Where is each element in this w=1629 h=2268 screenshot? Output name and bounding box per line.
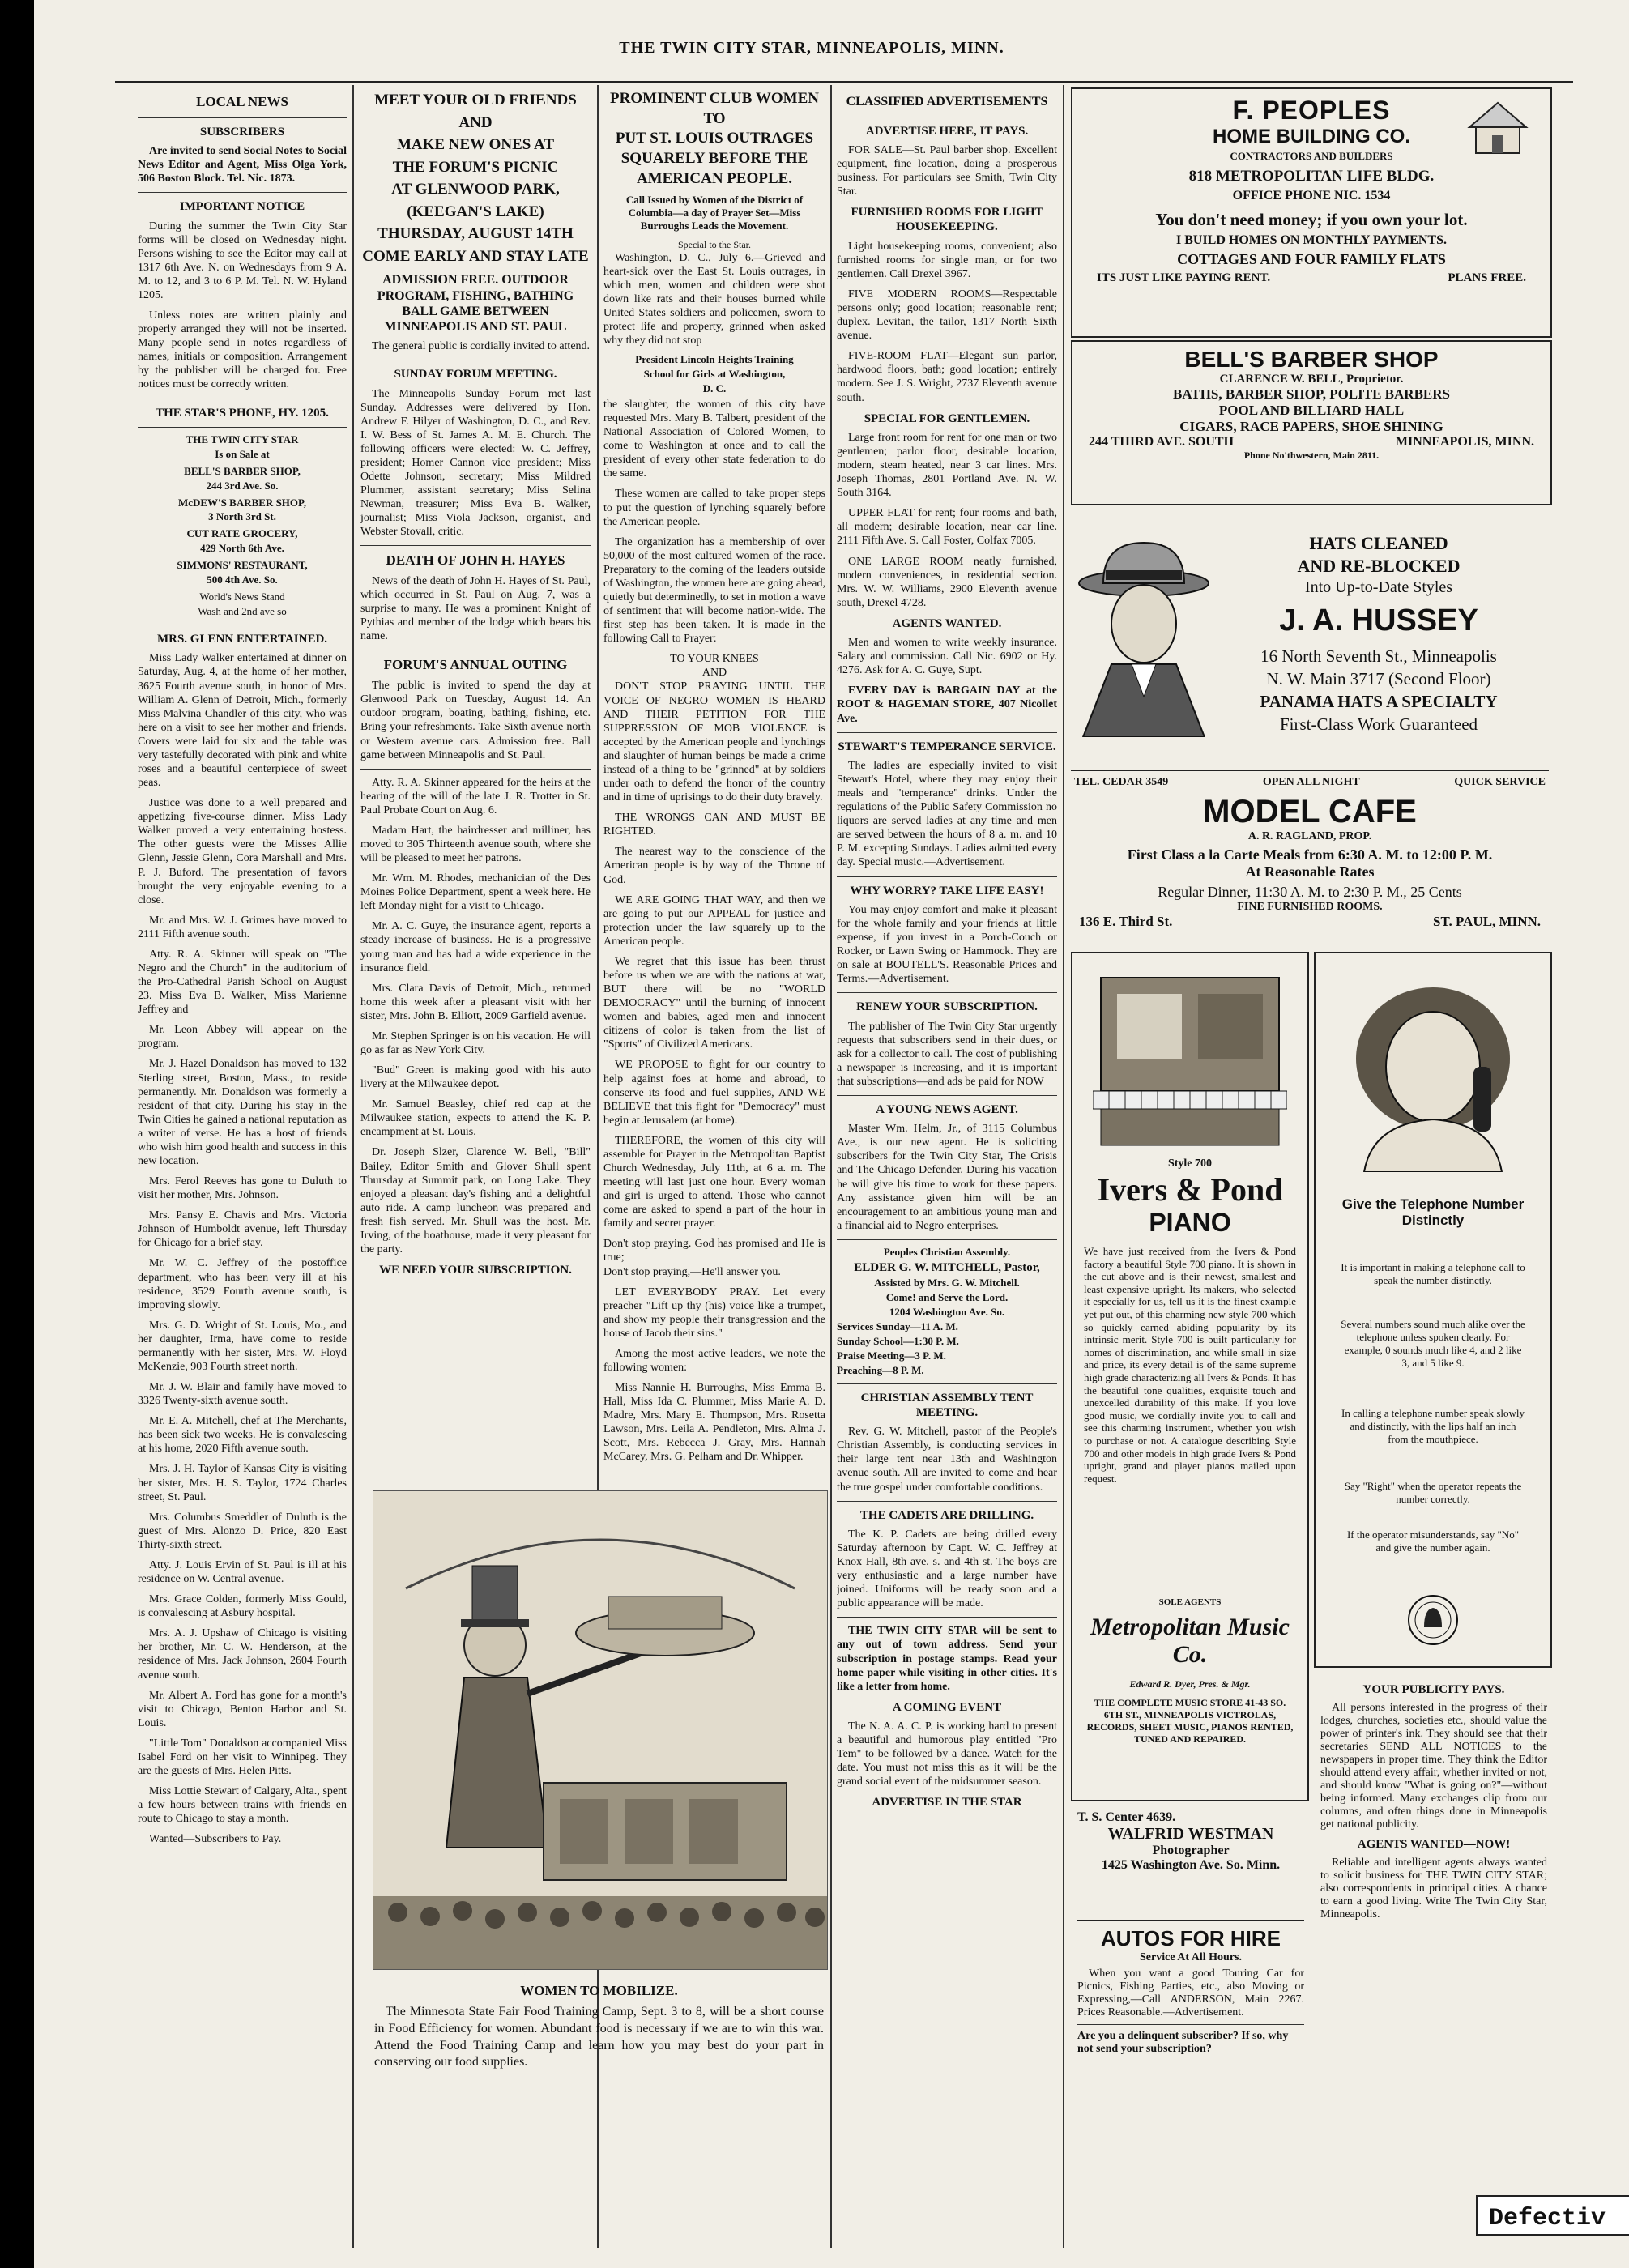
news-item: Mr. J. W. Blair and family have moved to 3326 Twenty-sixth avenue south. (138, 1381, 347, 1408)
wanted-title: AGENTS WANTED—NOW! (1357, 1838, 1511, 1851)
local-news-title: LOCAL NEWS (196, 94, 288, 109)
article-paragraph: Among the most active leaders, we note the following women: (603, 1347, 825, 1374)
divider (837, 732, 1057, 733)
subscribers-title: SUBSCRIBERS (199, 125, 285, 139)
assembly-line: Peoples Christian Assembly. (883, 1245, 1011, 1258)
glenn-paragraph: Miss Lady Walker entertained at dinner on Saturday, Aug. 4, at the home of her mother, 3625 Fourth avenue south, in honor of Mrs. William A. Glenn of Detroit, Mich., formerly Miss Malvina Chandler of this city, who was here on a visit to see her mother and friends. Covers were laid for six and the table was very tastefully decorated with pink and white roses and a beautiful centerpiece of sweet peas. (138, 652, 347, 790)
westman-ad (1077, 1810, 1304, 1873)
mobilize-block (374, 1976, 824, 2071)
piano-logo: Metropolitan Music Co. (1090, 1614, 1290, 1668)
peoples-phone: OFFICE PHONE NIC. 1534 (1232, 189, 1391, 202)
service-time: Services Sunday—11 A. M. (837, 1319, 958, 1332)
sale-outlet: CUT RATE GROCERY, (186, 527, 298, 540)
agent-title: A YOUNG NEWS AGENT. (876, 1102, 1018, 1116)
article-paragraph: Don't stop praying,—He'll answer you. (603, 1265, 781, 1278)
article-paragraph: The organization has a membership of over 50,000 of the most cultured women of the race. Preparatory to the coming of the leaders outside of Washington, the women here are going ahead, quietly but determinedly, to set in motion a wave of sentiment that will become nation-wide. The first step has been taken. It is made in the following Call to Prayer: (603, 535, 825, 646)
club-women-subhead: Call Issued by Women of the District of Columbia—a day of Prayer Set—Miss Burroughs Leads the Movement. (625, 194, 804, 232)
classified-ad: UPPER FLAT for rent; four rooms and bath, all modern; desirable location, near car line. 2111 Fifth Ave. S. Call Foster, Colfax 7005. (837, 507, 1057, 548)
sale-address: Wash and 2nd ave so (198, 605, 287, 618)
autos-text: When you want a good Touring Car for Picnics, Fishing Parties, etc., also Moving or Expressing,—Call ANDERSON, Main 2267. Prices Reasonable.—Advertisement. (1077, 1967, 1304, 2019)
peoples-cottages: COTTAGES AND FOUR FAMILY FLATS (1177, 251, 1446, 267)
woman-telephone-illustration (1332, 970, 1534, 1172)
news-item: Mr. Albert A. Ford has gone for a month's visit to Chicago, Benton Harbor and St. Louis. (138, 1689, 347, 1729)
phone-title: Give the Telephone Number Distinctly (1341, 1196, 1525, 1228)
call-and: AND (701, 667, 727, 680)
divider (138, 117, 347, 118)
cafe-city: ST. PAUL, MINN. (1432, 914, 1541, 929)
publicity-text: All persons interested in the progress of their lodges, churches, societies etc., should value the power of printer's ink. They should see that their secretaries SEND ALL NOTICES to the newspapers in proper time. They think the Editor should attend every affair, whether invited or not, and should know "What is going on?"—without being informed. Many exchanges clip from our columns, and often things done in Minneapolis get national publicity. (1320, 1702, 1547, 1831)
classified-ad: Light housekeeping rooms, convenient; also furnished rooms for single man, or for two gentlemen. Call Drexel 3967. (837, 240, 1057, 280)
bell-system-logo-icon (1406, 1593, 1460, 1647)
news-item: Mr. Samuel Beasley, chief red cap at the Milwaukee station, expects to attend the K. P. encampment at St. Louis. (360, 1098, 591, 1139)
cafe-prop: A. R. RAGLAND, PROP. (1247, 830, 1372, 842)
tent-text: Rev. G. W. Mitchell, pastor of the People's Christian Assembly, is conducting services in their large tent near 13th and Washington avenue south. All are invited to come and hear the true gospel under comfortable conditions. (837, 1426, 1057, 1494)
call-head: TO YOUR KNEES (670, 653, 759, 666)
publicity-block (1320, 1677, 1547, 1921)
column-local-news (138, 87, 347, 2250)
article-paragraph: These women are called to take proper steps to put the question of lynching squarely before the American people. (603, 488, 825, 528)
hussey-name: J. A. HUSSEY (1279, 603, 1478, 637)
special-to-star: Special to the Star. (678, 239, 751, 251)
notice-paragraph: Unless notes are written plainly and properly arranged they will not be inserted. Many people send in notes regardless of names, initials or composition. Arrangement by the publisher will be charged for. Free notices must be correctly written. (138, 309, 347, 391)
worry-title: WHY WORRY? TAKE LIFE EASY! (850, 884, 1044, 897)
article-paragraph: Miss Nannie H. Burroughs, Miss Emma B. Hall, Miss Ida C. Plummer, Miss Marie A. D. Madre, Mrs. Mary E. Thompson, Mrs. Rosetta Lawson, Mrs. Leila A. Pendleton, Mrs. Alma J. Scott, Mrs. Rebecca J. Gray, Mrs. Hannah McCarey, Mrs. G. Pelham and Dr. Whipper. (603, 1382, 825, 1464)
defective-stamp: Defectiv (1476, 2195, 1629, 2236)
phone-paragraph: Several numbers sound much alike over the telephone unless spoken clearly. For example, 0 sounds much like 4, and 2 like 3, and 5 like 9. (1341, 1318, 1525, 1369)
furnished-title: FURNISHED ROOMS FOR LIGHT HOUSEKEEPING. (851, 206, 1043, 234)
autos-title: AUTOS FOR HIRE (1101, 1926, 1281, 1950)
peoples-plans: PLANS FREE. (1448, 271, 1526, 284)
news-item: Atty. J. Louis Ervin of St. Paul is ill at his residence on W. Central avenue. (138, 1558, 347, 1586)
classified-ad: FIVE-ROOM FLAT—Elegant sun parlor, hardwood floors, bath; good location; entirely modern. See J. S. Wright, 2737 Eleventh avenue south. (837, 350, 1057, 404)
column-rule (1063, 85, 1064, 2248)
divider (837, 1239, 1057, 1240)
hayes-title: DEATH OF JOHN H. HAYES (386, 552, 565, 569)
mobilize-title: WOMEN TO MOBILIZE. (520, 1983, 678, 1998)
forum-title: SUNDAY FORUM MEETING. (394, 368, 557, 382)
service-time: Praise Meeting—3 P. M. (837, 1349, 946, 1362)
news-item: Mrs. Columbus Smeddler of Duluth is the guest of Mrs. Alonzo D. Price, 820 East Thirty-sixth street. (138, 1511, 347, 1551)
school-line: President Lincoln Heights Training (635, 353, 794, 366)
forum-text: The Minneapolis Sunday Forum met last Sunday. Addresses were delivered by Hon. Andrew F. Hilyer of Washington, D. C., and Rev. I. W. Bess of St. James A. M. E. Church. The following officers were elected: W. C. Jeffrey, president; Homer Cannon vice president; Miss Odette Johnson, secretary; Miss Mildred Plummer, assistant secretary; Miss Selina Newman, treasurer; Miss Eva B. Walker, journalist; Miss Viola Jackson, organist, and Webster Stovall, critic. (360, 387, 591, 539)
agents-title: AGENTS WANTED. (892, 616, 1002, 630)
bell-city: MINNEAPOLIS, MINN. (1395, 435, 1534, 449)
piano-store: THE COMPLETE MUSIC STORE 41-43 SO. 6TH ST., MINNEAPOLIS VICTROLAS, RECORDS, SHEET MUSIC, PIANOS RENTED, TUNED AND REPAIRED. (1086, 1697, 1294, 1745)
divider (837, 1617, 1057, 1618)
special-gentlemen: SPECIAL FOR GENTLEMEN. (864, 411, 1030, 425)
sale-address: 244 3rd Ave. So. (206, 479, 279, 492)
peoples-company: HOME BUILDING CO. (1213, 126, 1410, 147)
glenn-paragraph: Justice was done to a well prepared and appetizing five-course dinner. Miss Lady Walker proved a very entertaining hostess. The other guests were the Misses Allie Glenn, Jessie Glenn, Cora Marshall and Mrs. P. J. Buford. The presentation of favors brought the very enjoyable evening to a close. (138, 797, 347, 906)
news-item: Mrs. Clara Davis of Detroit, Mich., returned home this week after a pleasant visit with her sister, Mrs. John B. Elliott, 2009 Garfield avenue. (360, 982, 591, 1022)
phone-line: THE STAR'S PHONE, HY. 1205. (156, 406, 329, 420)
hussey-address: 16 North Seventh St., Minneapolis (1260, 646, 1497, 666)
cadets-title: THE CADETS ARE DRILLING. (859, 1508, 1034, 1522)
service-time: Sunday School—1:30 P. M. (837, 1334, 959, 1347)
piano-name: Ivers & Pond (1097, 1171, 1283, 1208)
divider (837, 992, 1057, 993)
tent-title: CHRISTIAN ASSEMBLY TENT MEETING. (860, 1391, 1034, 1419)
classified-ad: Men and women to write weekly insurance. Salary and commission. Call Nic. 6902 or Hy. 4276. Ask for A. C. Guye, Supt. (837, 637, 1057, 677)
hussey-ad (1071, 518, 1549, 761)
westman-address: 1425 Washington Ave. So. Minn. (1101, 1858, 1281, 1872)
telephone-ad (1314, 952, 1552, 1668)
outing-text: The public is invited to spend the day at Glenwood Park on Tuesday, August 14. An outdoor program, boating, bathing, fishing, etc. Bring your refreshments. Take Sixth avenue north or Western avenue cars. Admission free. Ball game between Minneapolis and St. Paul. (360, 680, 591, 761)
news-item: "Little Tom" Donaldson accompanied Miss Isabel Ford on her visit to Winnipeg. They are the guests of Mrs. Helen Pitts. (138, 1737, 347, 1777)
westman-phone: T. S. Center 4639. (1077, 1810, 1176, 1824)
hussey-guarantee: First-Class Work Guaranteed (1279, 714, 1478, 734)
phone-paragraph: It is important in making a telephone call to speak the number distinctly. (1341, 1261, 1525, 1286)
hussey-phone: N. W. Main 3717 (Second Floor) (1266, 669, 1491, 688)
publicity-title: YOUR PUBLICITY PAYS. (1362, 1683, 1505, 1696)
article-paragraph: LET EVERYBODY PRAY. Let every preacher "Lift up thy (his) voice like a trumpet, and show my people their transgression and the house of Jacob their sins." (603, 1285, 825, 1340)
sale-address: 3 North 3rd St. (208, 510, 276, 523)
sale-outlet: World's News Stand (199, 590, 285, 603)
newspaper-page (34, 0, 1629, 2268)
classified-ad: FIVE MODERN ROOMS—Respectable persons only; good location; reasonable rent; duplex. Levitan, the tailor, 1317 North Sixth avenue. (837, 288, 1057, 343)
call-text: DON'T STOP PRAYING UNTIL THE VOICE OF NEGRO WOMEN IS HEARD AND THEIR PETITION FOR THE SUPPRESSION OF MOB VIOLENCE is accepted by the American people and lynchings and slaughter of human beings be made a crime instead of a thing to be "grinned" at by soldiers under oath to defend the honor of the country and in time of uprisings to do their duty bravely. (603, 680, 825, 804)
phone-paragraph: If the operator misunderstands, say "No" and give the number again. (1346, 1528, 1520, 1554)
news-item: Mrs. Pansy E. Chavis and Mrs. Victoria Johnson of Humboldt avenue, left Thursday for Chicago for a brief stay. (138, 1209, 347, 1250)
picnic-subhead: ADMISSION FREE. OUTDOOR PROGRAM, FISHING, BATHING BALL GAME BETWEEN MINNEAPOLIS AND ST. PAUL (377, 273, 574, 334)
bargain-ad: EVERY DAY is BARGAIN DAY at the ROOT & HAGEMAN STORE, 407 Nicollet Ave. (837, 684, 1057, 725)
classified-ad: FOR SALE—St. Paul barber shop. Excellent equipment, fine location, doing a prosperous business. For particulars see Smith, Twin City Star. (837, 143, 1057, 198)
news-item: Mr. and Mrs. W. J. Grimes have moved to 2111 Fifth avenue south. (138, 914, 347, 940)
news-item: Mr. W. C. Jeffrey of the postoffice department, who has been very ill at his residence, 3529 Fourth avenue south, is improving slowly. (138, 1257, 347, 1311)
renew-title: RENEW YOUR SUBSCRIPTION. (856, 1000, 1038, 1014)
piano-text: We have just received from the Ivers & Pond factory a beautiful Style 700 piano. It is shown in the cut above and is their newest, smallest and least expensive upright. Its makers, who selected it especially for us, tell us it is the finest example yet put out, of this charming new style 700 which so quickly earned abiding popularity by its intrinsic merit. Style 700 is built particularly for homes of discrimination, and while small in size and price, its every detail is of the same supreme high grade characterizing all Ivers & Ponds. It has the beautiful tone qualities, exquisite touch and unexcelled durability of this make. If you love good music, we cordially invite you to call and see this charming instrument, whether you wish to purchase or not. A catalogue describing Style 700 and other models in high grade Ivers & Pond upright, grand and player pianos mailed upon request. (1084, 1245, 1296, 1485)
sale-address: 429 North 6th Ave. (200, 542, 284, 555)
classified-title: CLASSIFIED ADVERTISEMENTS (846, 95, 1048, 109)
autos-sub: Service At All Hours. (1140, 1951, 1242, 1963)
piano-style: Style 700 (1167, 1157, 1213, 1170)
hussey-line: AND RE-BLOCKED (1297, 556, 1461, 576)
sale-outlet: McDEW'S BARBER SHOP, (177, 496, 307, 509)
subscribers-text: Are invited to send Social Notes to Social News Editor and Agent, Miss Olga York, 506 Boston Block. Tel. Nic. 1873. (138, 145, 347, 185)
advertise-star: ADVERTISE IN THE STAR (872, 1796, 1022, 1810)
piano-president: Edward R. Dyer, Pres. & Mgr. (1129, 1678, 1251, 1690)
sale-outlet: BELL'S BARBER SHOP, (184, 464, 301, 477)
article-paragraph: The nearest way to the conscience of the American people is by way of the Throne of God. (603, 846, 825, 886)
divider (138, 427, 347, 428)
coming-title: A COMING EVENT (892, 1700, 1002, 1714)
assembly-line: Come! and Serve the Lord. (885, 1291, 1009, 1303)
peoples-payments: I BUILD HOMES ON MONTHLY PAYMENTS. (1176, 233, 1447, 247)
piano-agents: SOLE AGENTS (1158, 1597, 1222, 1607)
westman-name: WALFRID WESTMAN (1107, 1825, 1274, 1843)
sale-sub: Is on Sale at (215, 447, 270, 460)
mobilize-text: The Minnesota State Fair Food Training Camp, Sept. 3 to 8, will be a short course in Food Efficiency for women. Abundant food is necessary if we are to win this war. Attend the Food Training Camp and learn how you may best do your part in conserving our food supplies. (374, 2005, 824, 2070)
news-item: Dr. Joseph Slzer, Clarence W. Bell, "Bill" Bailey, Editor Smith and Glover Shull spent Thursday at Summit park, on Long Lake. They enjoyed a pleasant day's fishing and a delightful auto ride. A camp luncheon was prepared and fresh fish served. Mr. Shull was the host. Mr. Irving, of the boathouse, made it very pleasant for the party. (360, 1146, 591, 1256)
cafe-open: OPEN ALL NIGHT (1262, 776, 1360, 788)
coming-text: The N. A. A. C. P. is working hard to present a beautiful and humorous play entitled "Pro Tem" to be followed by a dance. Watch for the date. You must not miss this as it will be the grand social event of the midsummer season. (837, 1720, 1057, 1788)
news-item: Mrs. Grace Colden, formerly Miss Gould, is convalescing at Asbury hospital. (138, 1593, 347, 1620)
worry-text: You may enjoy comfort and make it pleasant for the whole family and your friends at little expense, if you invest in a Porch-Couch or Rocker, or Lawn Swing or Hammock. They are on sale at BOUTELL'S. Reasonable Prices and Terms.—Advertisement. (837, 903, 1057, 986)
stewart-text: The ladies are especially invited to visit Stewart's Hotel, where they may enjoy their meals and "temperance" drinks. Under the regulations of the Public Safety Commission no liquors are served ladies at any time and men are served between the hours of 8 a. m. and 10 P. M. excepting Sundays. Ladies admitted every day. Special music.—Advertisement. (837, 759, 1057, 869)
wanted-text: Reliable and intelligent agents always wanted to solicit business for THE TWIN CITY STAR; also correspondents in principal cities. A chance to earn a good living. Write The Twin City Star, Minneapolis. (1320, 1857, 1547, 1921)
school-line: D. C. (702, 382, 727, 395)
news-item: Mr. Leon Abbey will appear on the program. (138, 1024, 347, 1051)
sale-title: THE TWIN CITY STAR (186, 433, 299, 446)
hussey-panama: PANAMA HATS A SPECIALTY (1260, 692, 1498, 711)
peoples-slogan: You don't need money; if you own your lot. (1155, 210, 1468, 229)
cafe-rooms: FINE FURNISHED ROOMS. (1237, 901, 1383, 913)
bell-cigars: CIGARS, RACE PAPERS, SHOE SHINING (1179, 419, 1443, 434)
cafe-dinner: Regular Dinner, 11:30 A. M. to 2:30 P. M., 25 Cents (1158, 884, 1462, 900)
article-paragraph: WE ARE GOING THAT WAY, and then we are going to put our APPEAL for justice and protection under the law squarely up to the American people. (603, 893, 825, 948)
cafe-tel: TEL. CEDAR 3549 (1074, 776, 1169, 788)
piano-ad (1071, 952, 1309, 1801)
picnic-headline: MEET YOUR OLD FRIENDS AND MAKE NEW ONES AT THE FORUM'S PICNIC AT GLENWOOD PARK, (KEEGAN'S LAKE) THURSDAY, AUGUST 14TH COME EARLY AND STAY LATE (362, 92, 589, 265)
column-club-women (603, 87, 825, 1481)
club-women-headline: PROMINENT CLUB WOMEN TO PUT ST. LOUIS OUTRAGES SQUARELY BEFORE THE AMERICAN PEOPLE. (610, 90, 819, 187)
cafe-name: MODEL CAFE (1203, 794, 1417, 829)
wrongs-line: THE WRONGS CAN AND MUST BE RIGHTED. (603, 812, 825, 838)
cafe-rates: At Reasonable Rates (1245, 863, 1375, 880)
assembly-line: 1204 Washington Ave. So. (889, 1305, 1005, 1318)
news-item: Mr. Wm. M. Rhodes, mechanician of the Des Moines Police Department, spent a week here. He left Monday night for a visit to Chicago. (360, 872, 591, 913)
classified-ad: Large front room for rent for one man or two gentlemen; parlor floor, desirable location, modern, steam heated, near 3 car lines. Mrs. Joseph Thomas, 2801 Portland Ave. N. W. South 3164. (837, 431, 1057, 500)
phone-paragraph: Say "Right" when the operator repeats the number correctly. (1344, 1480, 1522, 1505)
divider (837, 1095, 1057, 1096)
cafe-quick: QUICK SERVICE (1454, 776, 1546, 788)
bell-name: BELL'S BARBER SHOP (1184, 347, 1439, 372)
renew-text: The publisher of The Twin City Star urgently requests that subscribers send in their dues, or ask for a collector to call. The cost of publishing a newspaper is increasing, and it is important that subscriptions—and ads be paid for NOW (837, 1020, 1057, 1088)
divider (360, 545, 591, 546)
divider (360, 769, 591, 770)
hussey-line: HATS CLEANED (1309, 533, 1448, 553)
column-classified (837, 87, 1057, 2250)
house-icon (1461, 99, 1534, 156)
peoples-address: 818 METROPOLITAN LIFE BLDG. (1188, 168, 1435, 185)
bell-proprietor: CLARENCE W. BELL, Proprietor. (1219, 373, 1404, 386)
article-paragraph: THEREFORE, the women of this city will assemble for Prayer in the Metropolitan Baptist Church Wednesday, July 11th, at 6 a. m. The meeting will last just one hour. Every woman and girl is urged to attend. Those who cannot come are asked to spend a part of the hour in family and secret prayer. (603, 1134, 825, 1230)
article-paragraph: Don't stop praying. God has promised and He is true; (603, 1238, 825, 1264)
article-paragraph: Washington, D. C., July 6.—Grieved and heart-sick over the East St. Louis outrages, in which men, women and children were shot down like rats and their houses burned while United States soldiers and policemen, sworn to protect life and property, grinned when asked why they did not stop (603, 251, 825, 347)
stewart-title: STEWART'S TEMPERANCE SERVICE. (838, 740, 1056, 753)
article-paragraph: the slaughter, the women of this city have requested Mrs. Mary B. Talbert, president of the National Association of Colored Women, to come to Washington at once and to call the president of every other state federation to do the same. (603, 399, 825, 480)
news-item: Mrs. Ferol Reeves has gone to Duluth to visit her mother, Mrs. Johnson. (138, 1175, 347, 1202)
news-item: Mrs. A. J. Upshaw of Chicago is visiting her brother, Mr. C. W. Henderson, at the residence of Mrs. Jack Johnson, 2604 Fourth avenue south. (138, 1627, 347, 1682)
bell-barber-ad (1071, 340, 1552, 505)
masthead: THE TWIN CITY STAR, MINNEAPOLIS, MINN. (619, 39, 1004, 57)
picnic-invitation: The general public is cordially invited to attend. (372, 340, 591, 353)
assembly-line: Assisted by Mrs. G. W. Mitchell. (874, 1277, 1020, 1290)
peoples-ad (1071, 87, 1552, 338)
peoples-name: F. PEOPLES (1232, 96, 1391, 125)
article-paragraph: WE PROPOSE to fight for our country to help against foes at home and abroad, to conserve its food and fuel supplies, AND WE BELIEVE that this fight for "Democracy" must begin at Jerusalem (at home). (603, 1059, 825, 1127)
article-paragraph: We regret that this issue has been thrust before us when we are with the nations at war, BUT there will be no "WORLD DEMOCRACY" until the burning of innocent women and babies, aged men and innocent citizens of color is taken from the list of "Sports" of Civilized Americans. (603, 955, 825, 1051)
uncle-sam-drawing (373, 1491, 827, 1969)
piano-illustration (1093, 970, 1287, 1152)
news-item: Atty. R. A. Skinner appeared for the heirs at the hearing of the will of the late J. R. Trotter in St. Paul Probate Court on Aug. 6. (360, 776, 591, 816)
sale-address: 500 4th Ave. So. (207, 573, 278, 586)
service-time: Preaching—8 P. M. (837, 1363, 924, 1376)
assembly-line: ELDER G. W. MITCHELL, Pastor, (854, 1260, 1040, 1274)
news-item: Mr. A. C. Guye, the insurance agent, reports a steady increase of business. He is a progressive young man and has had a wide experience in the insurance field. (360, 920, 591, 974)
news-item: Mrs. G. D. Wright of St. Louis, Mo., and her daughter, Irma, have come to reside permanently with her sister, Mrs. W. Floyd McKenzie, 903 Fourth street north. (138, 1319, 347, 1374)
agent-text: Master Wm. Helm, Jr., of 3115 Columbus Ave., is our new agent. He is soliciting subscribers for the Twin City Star, The Crisis and The Chicago Defender. During his vacation he will give his time to work for these papers. Any assistance given him will be an encouragement to an ambitious young man and a financial aid to Negro enterprises. (837, 1123, 1057, 1232)
divider (138, 192, 347, 193)
uncle-sam-illustration (373, 1490, 828, 1970)
news-item: Wanted—Subscribers to Pay. (149, 1833, 282, 1846)
school-line: School for Girls at Washington, (643, 368, 786, 381)
hayes-text: News of the death of John H. Hayes of St. Paul, which occurred in St. Paul on Aug. 7, was a surprise to many. He was a prominent Knight of Pythias and member of the lodge which bears his name. (360, 575, 591, 643)
cadets-text: The K. P. Cadets are being drilled every Saturday afternoon by Capt. W. C. Jeffrey at Knox Hall, 8th ave. s. and 4th st. The boys are very enthusiastic and a large number have joined. Uniforms will be ready soon and a public appearance will be made. (837, 1528, 1057, 1610)
piano-label: PIANO (1149, 1208, 1231, 1237)
advertise-here: ADVERTISE HERE, IT PAYS. (865, 124, 1029, 138)
news-item: "Bud" Green is making good with his auto livery at the Milwaukee depot. (360, 1064, 591, 1091)
autos-ad (1077, 1920, 1304, 2056)
outing-title: FORUM'S ANNUAL OUTING (383, 657, 568, 673)
news-item: Mr. J. Hazel Donaldson has moved to 132 Sterling street, Boston, Mass., to reside permanently. Mr. Donaldson was formerly a resident of that city. During his stay in the Twin Cities he gained a national reputation as a writer of verse. He has a host of friends who wish him good health and success in this new location. (138, 1058, 347, 1167)
divider (837, 876, 1057, 877)
column-rule (352, 85, 354, 2248)
hussey-line: Into Up-to-Date Styles (1304, 578, 1453, 596)
divider (837, 1383, 1057, 1384)
delinquent-notice: Are you a delinquent subscriber? If so, why not send your subscription? (1077, 2030, 1289, 2055)
bell-services: BATHS, BARBER SHOP, POLITE BARBERS (1173, 386, 1450, 402)
notice-title: IMPORTANT NOTICE (179, 200, 305, 214)
westman-title: Photographer (1152, 1844, 1230, 1857)
column-rule (830, 85, 832, 2248)
news-item: Mr. E. A. Mitchell, chef at The Merchants, has been sick two weeks. He is convalescing at his home, 2020 Fifth avenue south. (138, 1415, 347, 1456)
glenn-title: MRS. GLENN ENTERTAINED. (156, 633, 328, 646)
notice-paragraph: During the summer the Twin City Star forms will be closed on Wednesday night. Persons wishing to see the Editor may call at 1317 6th Ave. N. on Wednesdays from 9 A. M. to 12, and 3 to 6 P. M. Tel. N. W. Hyland 1205. (138, 220, 347, 301)
sale-outlet: SIMMONS' RESTAURANT, (177, 559, 308, 572)
bell-phone: Phone No'thwestern, Main 2811. (1243, 450, 1380, 461)
peoples-tagline: CONTRACTORS AND BUILDERS (1230, 150, 1393, 162)
news-item: Miss Lottie Stewart of Calgary, Alta., spent a few hours between trains with friends en route to Chicago to stay a month. (138, 1785, 347, 1826)
subscription-line: WE NEED YOUR SUBSCRIPTION. (379, 1264, 572, 1277)
peoples-rent: ITS JUST LIKE PAYING RENT. (1097, 271, 1271, 284)
cafe-address: 136 E. Third St. (1079, 914, 1173, 929)
model-cafe-ad (1071, 770, 1549, 945)
news-item: Atty. R. A. Skinner will speak on "The Negro and the Church" in the auditorium of the Pro-Cathedral Parish School on August 23. Miss Eva B. Walker, Miss Marienne Jeffrey and (138, 948, 347, 1017)
classified-ad: ONE LARGE ROOM neatly furnished, modern conveniences, in residential section. Mrs. W. W. Williams, 2900 Eleventh avenue south, Drexel 4728. (837, 555, 1057, 609)
man-in-hat-illustration (1075, 535, 1213, 737)
news-item: Madam Hart, the hairdresser and milliner, has moved to 305 Thirteenth avenue south, where she will be pleased to meet her patrons. (360, 824, 591, 865)
sent-notice: THE TWIN CITY STAR will be sent to any out of town address. Send your subscription in postage stamps. Read your home paper while visiting in other cities. It's like a letter from home. (837, 1625, 1057, 1693)
bell-address: 244 THIRD AVE. SOUTH (1089, 435, 1235, 449)
divider (837, 1501, 1057, 1502)
news-item: Mrs. J. H. Taylor of Kansas City is visiting her sister, Mrs. H. S. Taylor, 1724 Charles street, St. Paul. (138, 1463, 347, 1503)
news-item: Mr. Stephen Springer is on his vacation. He will go as far as New York City. (360, 1030, 591, 1057)
cafe-meals: First Class a la Carte Meals from 6:30 A. M. to 12:00 P. M. (1127, 846, 1493, 863)
bell-pool: POOL AND BILLIARD HALL (1218, 403, 1405, 418)
masthead-rule (115, 81, 1573, 83)
phone-paragraph: In calling a telephone number speak slowly and distinctly, with the lips half an inch from the mouthpiece. (1341, 1407, 1525, 1445)
